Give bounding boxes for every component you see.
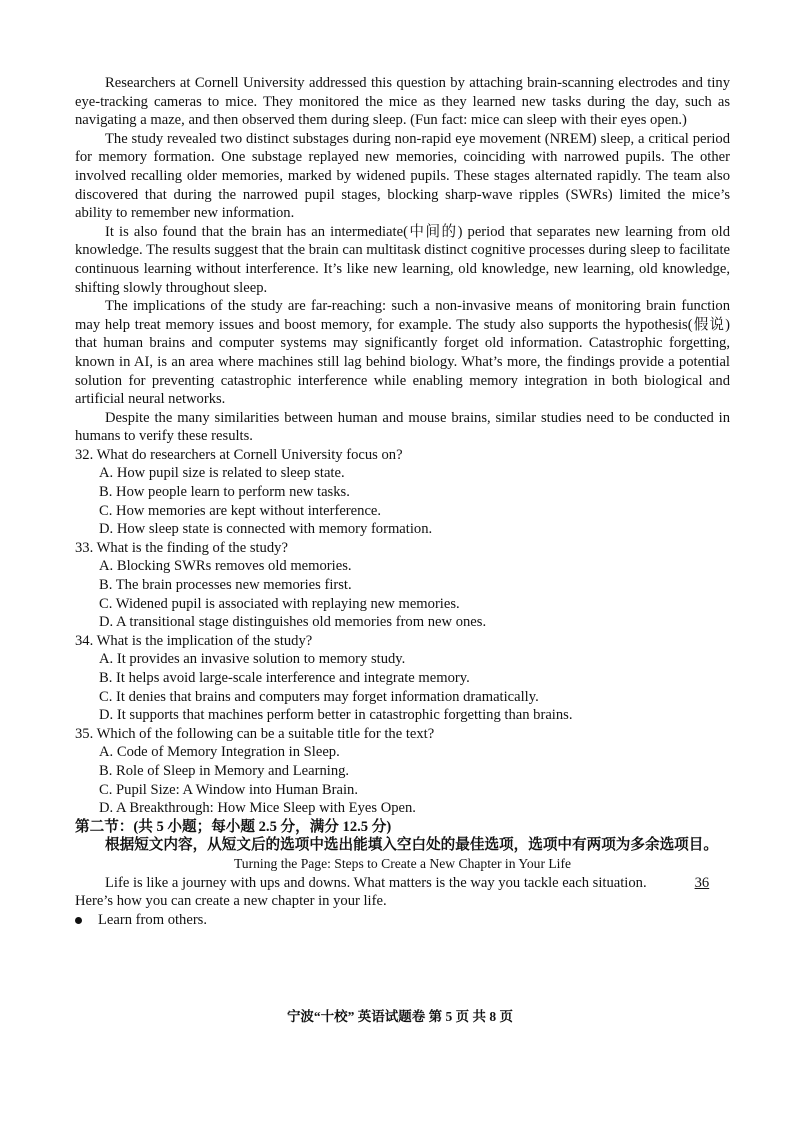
blank-36: 36 xyxy=(694,874,710,891)
option-a: A. Blocking SWRs removes old memories. xyxy=(99,558,352,575)
question-32 xyxy=(75,446,730,539)
option-d: D. A transitional stage distinguishes old memories from new ones. xyxy=(99,614,487,631)
option-b: B. It helps avoid large-scale interference and integrate memory. xyxy=(99,670,470,686)
passage-paragraph-1: Researchers at Cornell University addressed this question by attaching brain-scanning electrodes and tiny eye-tracking cameras to mice. They monitored the mice as they learned new tasks during the day, such as navigating a maze, and then observed them during sleep. (Fun fact: mice can sleep with their eyes open.) xyxy=(75,75,730,129)
question-34 xyxy=(75,632,730,725)
option-b: B. How people learn to perform new tasks. xyxy=(99,484,350,501)
intro-text: Life is like a journey with ups and downs. What matters is the way you tackle each situation. xyxy=(105,874,647,891)
question-35 xyxy=(75,725,730,818)
passage-title: Turning the Page: Steps to Create a New Chapter in Your Life xyxy=(233,855,572,871)
option-c: C. Pupil Size: A Window into Human Brain. xyxy=(99,781,358,798)
bullet-item xyxy=(75,911,730,930)
option-a: A. How pupil size is related to sleep state. xyxy=(99,465,345,482)
page-content xyxy=(75,74,730,929)
option-a: A. It provides an invasive solution to memory study. xyxy=(99,651,406,668)
bullet-dot-icon xyxy=(75,917,82,924)
option-d: D. How sleep state is connected with memory formation. xyxy=(99,521,433,538)
option-d: D. It supports that machines perform better in catastrophic forgetting than brains. xyxy=(99,707,573,724)
option-c: C. How memories are kept without interference. xyxy=(99,502,382,519)
question-stem: 32. What do researchers at Cornell University focus on? xyxy=(75,446,403,463)
option-a: A. Code of Memory Integration in Sleep. xyxy=(99,744,340,761)
option-b: B. Role of Sleep in Memory and Learning. xyxy=(99,762,350,779)
passage-paragraph-3: It is also found that the brain has an intermediate(中间的) period that separates new learning from old knowledge. The results suggest that the brain can multitask distinct cognitive processes during sleep to facilitate continuous learning without interference. It’s like new learning, old knowledge, new learning, old knowledge, shifting slowly throughout sleep. xyxy=(75,223,730,296)
option-c: C. Widened pupil is associated with replaying new memories. xyxy=(99,595,460,612)
question-stem: 34. What is the implication of the study? xyxy=(75,632,313,649)
passage-paragraph-4: The implications of the study are far-reaching: such a non-invasive means of monitoring brain function may help treat memory issues and boost memory, for example. The study also supports the hypothesis(假说) that human brains and computer systems may significantly forget old information. Catastrophic forgetting, known in AI, is an area where machines still lag behind biology. What’s more, the findings provide a potential solution for preventing catastrophic interference while enabling memory integration in both biological and artificial neural networks. xyxy=(75,298,730,408)
page-footer: 宁波“十校” 英语试题卷 第 5 页 共 8 页 xyxy=(286,1009,514,1024)
option-d: D. A Breakthrough: How Mice Sleep with Eyes Open. xyxy=(99,800,416,817)
question-33 xyxy=(75,539,730,632)
question-stem: 35. Which of the following can be a suitable title for the text? xyxy=(75,725,435,742)
section-header: 第二节：(共 5 小题；每小题 2.5 分，满分 12.5 分) xyxy=(75,818,392,835)
passage-paragraph-5: Despite the many similarities between human and mouse brains, similar studies need to be conducted in humans to verify these results. xyxy=(75,409,730,445)
section-instruction: 根据短文内容，从短文后的选项中选出能填入空白处的最佳选项，选项中有两项为多余选项目。 xyxy=(105,837,718,854)
option-c: C. It denies that brains and computers may forget information dramatically. xyxy=(99,688,539,705)
passage-intro-2: Here’s how you can create a new chapter in your life. xyxy=(75,893,387,910)
bullet-text: Learn from others. xyxy=(98,911,208,928)
passage-intro xyxy=(75,874,730,893)
question-stem: 33. What is the finding of the study? xyxy=(75,539,288,556)
passage-paragraph-2: The study revealed two distinct substages during non-rapid eye movement (NREM) sleep, a critical period for memory formation. One substage replayed new memories, coinciding with narrowed pupils. The other involved recalling older memories, marked by widened pupils. These stages alternated rapidly. The team also discovered that during the narrowed pupil stages, blocking sharp-wave ripples (SWRs) limited the mice’s ability to remember new information. xyxy=(75,130,730,222)
option-b: B. The brain processes new memories first. xyxy=(99,577,352,594)
